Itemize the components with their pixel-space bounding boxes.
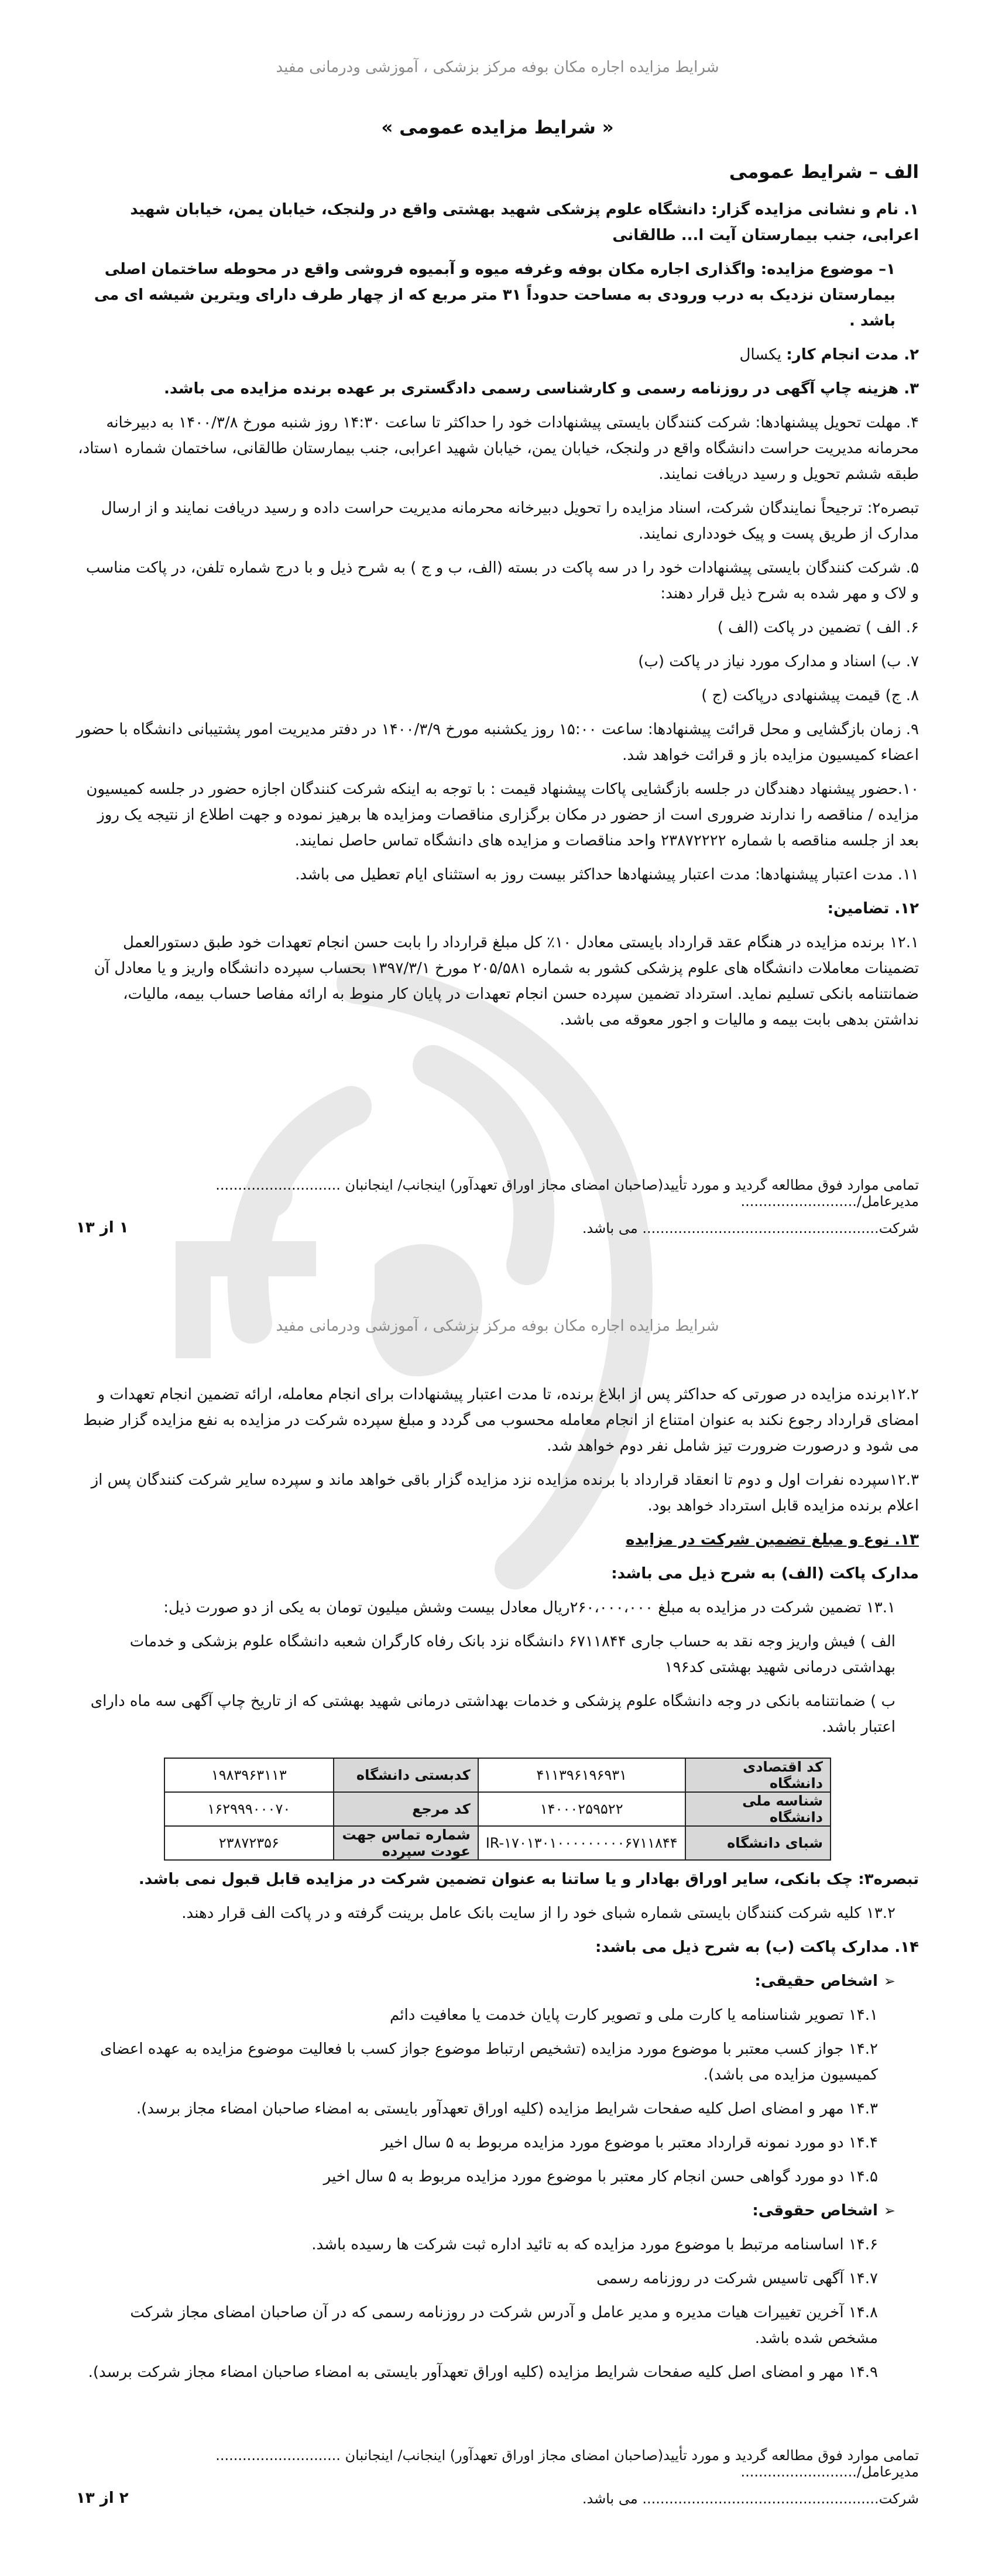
page-header: شرایط مزایده اجاره مکان بوفه مرکز بزشکی ، آموزشی ودرمانی مفید [276, 59, 719, 76]
note-3: تبصره۳: چک بانکی، سایر اوراق بهادار و یا ساتنا به عنوان تضمین شرکت در مزایده قابل قبول نمی باشد. [138, 1871, 919, 1888]
document-title: « شرایط مزایده عمومی » [381, 117, 614, 138]
note-2: تبصره۲: ترجیحاً نمایندگان شرکت، اسناد مزایده را تحویل دبیرخانه محرمانه مدیریت حراست داده و رسید دریافت نمایند و از ارسال مدارک از طریق پست و پیک خودداری نمایند. [101, 499, 919, 543]
item-2-label: ۲. مدت انجام کار: [786, 346, 919, 364]
footer-confirmation: تمامی موارد فوق مطالعه گردید و مورد تأیید(صاحبان امضای مجاز اوراق تعهدآور) اینجانب/ اینجانبان ............................ مدیرعامل/.......................... [215, 1177, 919, 1210]
document-page-1 [0, 0, 995, 1265]
chevron-right-icon: ➢ [883, 2202, 896, 2219]
item-14-9: ۱۴.۹ مهر و امضای اصل کلیه صفحات شرایط مزایده (کلیه اوراق تعهدآور بایستی به امضاء صاحبان امضاء مجاز شرکت برسد). [88, 2363, 878, 2381]
table-cell: ۲۳۸۷۲۳۵۶ [164, 1826, 334, 1860]
item-13-sub: مدارک پاکت (الف) به شرح ذیل می باشد: [611, 1565, 919, 1582]
footer-confirmation: تمامی موارد فوق مطالعه گردید و مورد تأیید(صاحبان امضای مجاز اوراق تعهدآور) اینجانب/ اینجانبان ............................ مدیرعامل/.......................... [215, 2447, 919, 2480]
page-1-body [76, 117, 919, 1041]
document-page-2 [0, 1288, 995, 2576]
table-cell: شبای دانشگاه [685, 1826, 831, 1860]
table-cell: ۱۹۸۳۹۶۳۱۱۳ [164, 1758, 334, 1792]
table-cell: ۱۶۲۹۹۹۰۰۰۷۰ [164, 1792, 334, 1826]
table-row [164, 1792, 831, 1826]
section-a-title: الف – شرایط عمومی [729, 162, 919, 183]
item-13: ۱۳. نوع و مبلغ تضمین شرکت در مزایده [626, 1531, 919, 1549]
table-cell: شناسه ملی دانشگاه [685, 1792, 831, 1826]
page-number: ۲ از ۱۳ [76, 2489, 129, 2507]
legal-persons-heading [76, 2198, 919, 2224]
item-13-2: ۱۳.۲ کلیه شرکت کنندگان بایستی شماره شبای خود را از سایت بانک عامل برینت گرفته و در پاکت الف قرار دهند. [181, 1904, 896, 1922]
table-cell: IR-۱۷۰۱۳۰۱۰۰۰۰۰۰۰۰۰۶۷۱۱۸۴۴ [478, 1826, 685, 1860]
item-9: ۹. زمان بازگشایی و محل قرائت پیشنهادها: ساعت ۱۵:۰۰ روز یکشنبه مورخ ۱۴۰۰/۳/۹ در دفتر مدیریت امور پشتیبانی دانشگاه با حضور اعضاء کمیسیون مزایده باز و قرائت خواهد شد. [76, 721, 919, 764]
table-cell: شماره تماس جهت عودت سپرده [334, 1826, 478, 1860]
table-cell: کد اقتصادی دانشگاه [685, 1758, 831, 1792]
table-cell: ۴۱۱۳۹۶۱۹۶۹۳۱ [478, 1758, 685, 1792]
chevron-right-icon: ➢ [883, 1973, 896, 1989]
item-2-value: یکسال [739, 346, 787, 364]
item-14: ۱۴. مدارک پاکت (ب) به شرح ذیل می باشد: [595, 1938, 919, 1956]
page-header: شرایط مزایده اجاره مکان بوفه مرکز بزشکی ، آموزشی ودرمانی مفید [276, 1317, 719, 1335]
item-13-a: الف ) فیش واریز وجه نقد به حساب جاری ۶۷۱۱۸۴۴ دانشگاه نزد بانک رفاه کارگران شعبه دانشگاه علوم بزشکی و خدمات بهداشتی درمانی شهید بهشتی کد۱۹۶ [129, 1633, 896, 1676]
item-12-3: ۱۲.۳سپرده نفرات اول و دوم تا انعقاد قرارداد با برنده مزایده نزد مزایده گزار باقی خواهد ماند و سپرده سایر شرکت کنندگان پس از اعلام برنده مزایده قابل استرداد خواهد بود. [91, 1471, 919, 1515]
item-5: ۵. شرکت کنندگان بایستی پیشنهادات خود را در سه پاکت در بسته (الف، ب و ج ) به شرح ذیل و با درج شماره تلفن، در پاکت مناسب و لاک و مهر شده به شرح ذیل قرار دهند: [85, 559, 919, 602]
item-14-4: ۱۴.۴ دو مورد نمونه قرارداد معتبر با موضوع مورد مزایده مربوط به ۵ سال اخیر [380, 2134, 878, 2152]
item-12-2: ۱۲.۲برنده مزایده در صورتی که حداکثر پس از ابلاغ برنده، تا مدت اعتبار پیشنهادات برای انجام معامله، ارائه تضمین انجام تعهدات و امضای قرارداد رجوع نکند به عنوان امتناع از انجام معامله محسوب می گردد و مبلغ سپرده شرکت در مزایده به نفع مزایده گزار ضبط می شود و درصورت ضرورت تیز شامل نفر دوم خواهد شد. [83, 1386, 919, 1455]
table-cell: کدبستی دانشگاه [334, 1758, 478, 1792]
table-row [164, 1758, 831, 1792]
footer-company: شرکت..................................................... می باشد. [582, 1220, 919, 1236]
page-2-footer [76, 2447, 919, 2516]
item-14-2: ۱۴.۲ جواز کسب معتبر با موضوع مورد مزایده (تشخیص ارتباط موضوع جواز کسب با فعالیت موضوع مزایده به عهده اعضای کمیسیون مزایده می باشد). [100, 2040, 878, 2084]
real-persons-label: اشخاص حقیقی: [754, 1972, 878, 1990]
page-number: ۱ از ۱۳ [76, 1219, 129, 1236]
item-13-1: ۱۳.۱ تضمین شرکت در مزایده به مبلغ ۲۶۰،۰۰۰،۰۰۰ریال معادل بیست وشش میلیون تومان به یکی از دو صورت ذیل: [163, 1599, 896, 1616]
item-7: ۷. ب) اسناد و مدارک مورد نیاز در پاکت (ب) [638, 653, 919, 670]
footer-company: شرکت..................................................... می باشد. [582, 2491, 919, 2507]
item-3: ۳. هزینه چاپ آگهی در روزنامه رسمی و کارشناسی رسمی دادگستری بر عهده برنده مزایده می باشد. [163, 380, 919, 398]
real-persons-heading [76, 1968, 919, 1994]
item-4: ۴. مهلت تحویل پیشنهادها: شرکت کنندگان بایستی پیشنهادات خود را حداکثر تا ساعت ۱۴:۳۰ روز شنبه مورخ ۱۴۰۰/۳/۸ به دبیرخانه محرمانه مدیریت حراست دانشگاه واقع در ولنجک، خیابان یمن، خیابان شهید اعرابی، جنب بیمارستان طالقانی، ساختمان شماره ۱ستاد، طبقه ششم تحویل و رسید دریافت نمایند. [78, 414, 919, 483]
page-1-footer [76, 1177, 919, 1246]
page-2-body [76, 1382, 919, 2393]
item-14-7: ۱۴.۷ آگهی تاسیس شرکت در روزنامه رسمی [596, 2270, 878, 2287]
item-14-1: ۱۴.۱ تصویر شناسنامه یا کارت ملی و تصویر کارت پایان خدمت یا معافیت دائم [389, 2006, 878, 2024]
item-8: ۸. ج) قیمت پیشنهادی درپاکت (ج ) [701, 687, 919, 704]
item-1: ۱. نام و نشانی مزایده گزار: دانشگاه علوم پزشکی شهید بهشتی واقع در ولنجک، خیابان یمن، خیابان شهید اعرابی، جنب بیمارستان آیت ا... طالقانی [130, 201, 919, 244]
item-14-3: ۱۴.۳ مهر و امضای اصل کلیه صفحات شرایط مزایده (کلیه اوراق تعهدآور بایستی به امضاء صاحبان امضاء مجاز برسد). [136, 2100, 878, 2118]
table-row [164, 1826, 831, 1860]
table-cell: ۱۴۰۰۰۲۵۹۵۲۲ [478, 1792, 685, 1826]
item-12: ۱۲. تضامین: [827, 900, 919, 917]
item-12-1: ۱۲.۱ برنده مزایده در هنگام عقد قرارداد بایستی معادل ۱۰٪ کل مبلغ قرارداد را بابت حسن انجام تعهدات خود طبق دستورالعمل تضمینات معاملات دانشگاه های علوم پزشکی کشور به شماره ۲۰۵/۵۸۱ مورخ ۱۳۹۷/۳/۱ بحساب سپرده دانشگاه واریز و یا معادل آن ضمانتنامه بانکی تسلیم نماید. استرداد تضمین سپرده حسن انجام تعهدات در پایان کار منوط به ارائه مفاصا حساب بیمه، مالیات، نداشتن بدهی بابت بیمه و مالیات و اجور معوقه می باشد. [94, 934, 919, 1029]
item-10: ۱۰.حضور پیشنهاد دهندگان در جلسه بازگشایی پاکات پیشنهاد قیمت : با توجه به اینکه شرکت کنندگان اجازه حضور در جلسه کمیسیون مزایده / مناقصه را ندارند ضروری است از حضور در مکان برگزاری مناقصات ومزایده ها برهیز نموده و جهت اطلاع از نتیجه یک روز بعد از جلسه مناقصه با شماره ۲۳۸۷۲۲۲۲ واحد مناقصات و مزایده های دانشگاه تماس حاصل نمایند. [86, 780, 919, 849]
item-2 [76, 342, 919, 368]
legal-persons-label: اشخاص حقوقی: [752, 2202, 878, 2219]
item-6: ۶. الف ) تضمین در پاکت (الف ) [717, 619, 919, 636]
item-13-b: ب ) ضمانتنامه بانکی در وجه دانشگاه علوم پزشکی و خدمات بهداشتی درمانی شهید بهشتی که از تاریخ چاپ آگهی سه ماه دارای اعتبار باشد. [90, 1693, 896, 1736]
item-11: ۱۱. مدت اعتبار پیشنهادها: مدت اعتبار پیشنهادها حداکثر بیست روز به استثنای ایام تعطیل می باشد. [295, 866, 919, 883]
item-14-5: ۱۴.۵ دو مورد گواهی حسن انجام کار معتبر با موضوع مورد مزایده مربوط به ۵ سال اخیر [323, 2168, 878, 2186]
table-cell: کد مرجع [334, 1792, 478, 1826]
item-14-8: ۱۴.۸ آخرین تغییرات هیات مدیره و مدیر عامل و آدرس شرکت در روزنامه رسمی که در آن صاحبان امضای مجاز شرکت مشخص شده باشد. [130, 2304, 878, 2347]
university-info-table [164, 1758, 831, 1861]
item-14-6: ۱۴.۶ اساسنامه مرتبط با موضوع مورد مزایده که به تائید اداره ثبت شرکت ها رسیده باشد. [311, 2236, 878, 2253]
item-1-subject: ۱– موضوع مزایده: واگذاری اجاره مکان بوفه وغرفه میوه و آبمیوه فروشی واقع در محوطه ساختمان اصلی بیمارستان نزدیک به درب ورودی به مساحت حدوداً ۳۱ متر مربع که از چهار طرف دارای ویترین شیشه ای می باشد . [94, 261, 896, 330]
